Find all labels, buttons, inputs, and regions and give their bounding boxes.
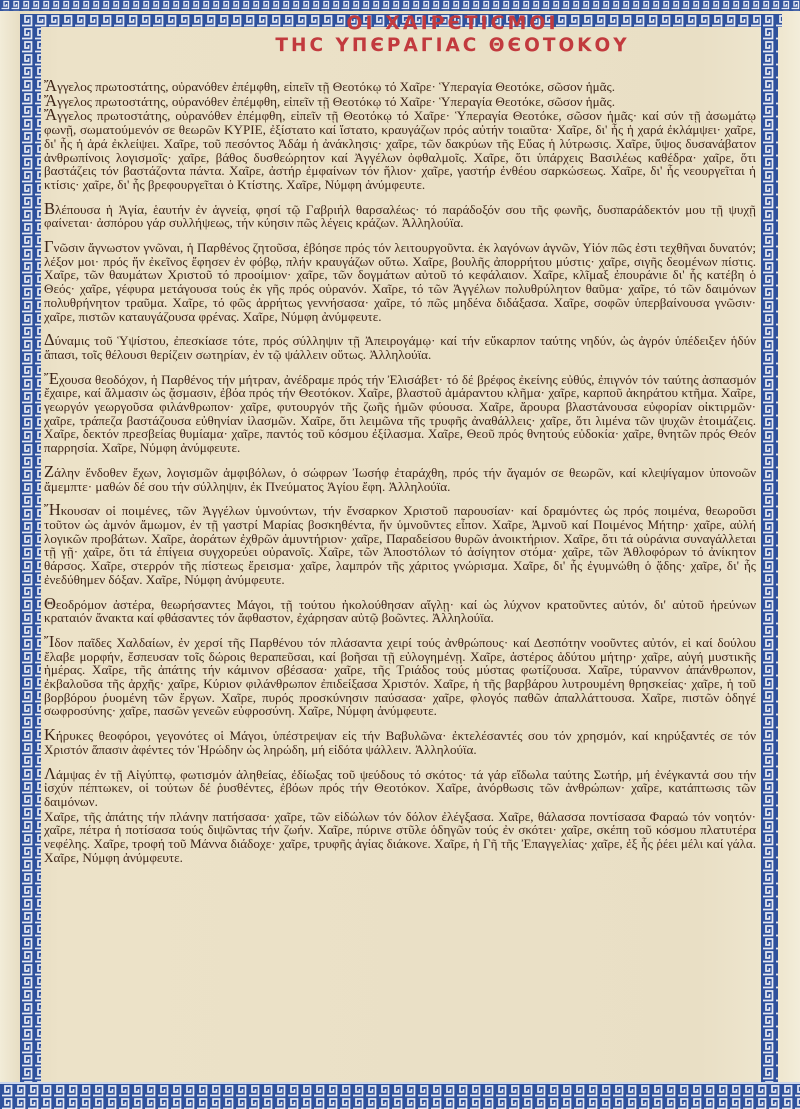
- paragraph-initial: Δ: [44, 330, 55, 350]
- paragraph-initial: Ἄ: [44, 76, 58, 95]
- border-bottom-strip: [0, 1082, 800, 1109]
- paragraph-initial: Θ: [44, 593, 56, 613]
- paragraph-text: γγελος πρωτοστάτης, οὐρανόθεν ἐπέμφθη, εἰπεῖν τῇ Θεοτόκῳ τό Χαῖρε· Ὑπεραγία Θεοτόκε, σῶσον ἡμᾶς.: [57, 93, 615, 109]
- hymn-stanza-kappa: [44, 725, 756, 757]
- hymn-stanza-alpha: [44, 105, 756, 192]
- page-title-line-2: ΤΗC ΥΠЄΡΑΓΙΑC ΘЄΟΤΟΚΟΥ: [275, 35, 630, 56]
- hymn-stanza-zeta: [44, 461, 756, 494]
- paragraph-text: Χαῖρε, τῆς ἀπάτης τήν πλάνην πατήσασα· χαῖρε, τῶν εἰδώλων τόν δόλον ἐλέγξασα. Χαῖρε, θάλασσα ποντίσασα Φαραώ τόν νοητόν· χαῖρε, πέτρα ἡ ποτίσασα τούς διψῶντας τήν ζωήν. Χαῖρε, πύρινε στῦλε ὁδηγῶν τούς ἐν σκότει· χαῖρε, σκέπη τοῦ κόσμου πλατυτέρα νεφέλης. Χαῖρε, τροφή τοῦ Μάννα διάδοχε· χαῖρε, τρυφῆς ἁγίας διάκονε. Χαῖρε, ἡ Γῆ τῆς Ἐπαγγελίας· χαῖρε, ἐξ ἧς ῥέει μέλι καί γάλα. Χαῖρε, Νύμφη ἀνύμφευτε.: [44, 808, 756, 865]
- border-frame-left: [20, 14, 41, 1082]
- paragraph-initial: Ζ: [44, 461, 55, 481]
- paragraph-text: γγελος πρωτοστάτης, οὐρανόθεν ἐπέμφθη, εἰπεῖν τῇ Θεοτόκῳ τό Χαῖρε· Ὑπεραγία Θεοτόκε, σῶσον ἡμᾶς.: [57, 79, 615, 94]
- paragraph-text: κουσαν οἱ ποιμένες, τῶν Ἀγγέλων ὑμνούντων, τήν ἔνσαρκον Χριστοῦ παρουσίαν· καί δραμόντες ὡς πρός ποιμένα, θεωροῦσι τοῦτον ὡς ἀμνόν ἄμωμον, ἐν τῇ γαστρί Μαρίας βοσκηθέντα, ἥν ὑμνοῦντες εἶπον. Χαῖρε, Ἀμνοῦ καί Ποιμένος Μήτηρ· χαῖρε, αὐλή λογικῶν προβάτων. Χαῖρε, ἀοράτων ἐχθρῶν ἀμυντήριον· χαῖρε, Παραδείσου θυρῶν ἀνοικτήριον. Χαῖρε, ὅτι τά οὐράνια συναγάλλεται τῇ γῇ· χαῖρε, ὅτι τά ἐπίγεια συγχορεύει οὐρανοῖς. Χαῖρε, τῶν Ἀποστόλων τό ἀσίγητον στόμα· χαῖρε, τῶν Ἀθλοφόρων τό ἀνίκητον θάρσος. Χαῖρε, στερρόν τῆς πίστεως ἔρεισμα· χαῖρε, λαμπρόν τῆς χάριτος γνώρισμα. Χαῖρε, δι' ἧς ἐγυμνώθη ὁ ᾅδης· χαῖρε, δι' ἧς ἐνεδύθημεν δόξαν. Χαῖρε, Νύμφη ἀνύμφευτε.: [44, 503, 756, 587]
- paragraph-initial: Λ: [44, 763, 56, 783]
- border-top-outer-strip: [0, 0, 800, 11]
- hymn-refrain-1: [44, 76, 756, 95]
- paragraph-text: λέπουσα ἡ Ἁγία, ἑαυτήν ἐν ἁγνείᾳ, φησί τῷ Γαβριήλ θαρσαλέως· τό παράδοξόν σου τῆς φωνῆς, δυσπαράδεκτόν μου τῇ ψυχῇ φαίνεται· ἀσπόρου γάρ συλλήψεως, τήν κύησιν πῶς λέγεις κράζων. Ἀλληλούϊα.: [44, 201, 756, 231]
- hymn-stanza-epsilon: [44, 368, 756, 456]
- hymn-text-block: [44, 12, 756, 865]
- paragraph-initial: Ἤ: [44, 500, 61, 520]
- hymn-stanza-iota: [44, 631, 756, 719]
- hymn-stanza-gamma: [44, 237, 756, 324]
- paragraph-text: ήρυκες θεοφόροι, γεγονότες οἱ Μάγοι, ὑπέστρεψαν εἰς τήν Βαβυλῶνα· ἐκτελέσαντές σου τόν χρησμόν, καί κηρύξαντές σε τόν Χριστόν ἅπασιν ἀφέντες τόν Ἡρώδην ὡς ληρώδη, μή εἰδότα ψάλλειν. Ἀλληλούϊα.: [44, 728, 756, 757]
- paragraph-initial: Ἄ: [44, 90, 58, 110]
- hymn-stanza-delta: [44, 330, 756, 362]
- paragraph-text: δον παῖδες Χαλδαίων, ἐν χερσί τῆς Παρθένου τόν πλάσαντα χειρί τούς ἀνθρώπους· καί Δεσπότην νοοῦντες αὐτόν, εἰ καί δούλου ἔλαβε μορφήν, ἔσπευσαν τοῖς δώροις θεραπεῦσαι, καί βοῆσαι τῇ εὐλογημένῃ. Χαῖρε, ἀστέρος ἀδύτου μήτηρ· χαῖρε, αὐγή μυστικῆς ἡμέρας. Χαῖρε, τῆς ἀπάτης τήν κάμινον σβέσασα· χαῖρε, τῆς Τριάδος τούς μύστας φωτίζουσα. Χαῖρε, τύραννον ἀπάνθρωπον, ἐκβαλοῦσα τῆς ἀρχῆς· χαῖρε, Κύριον φιλάνθρωπον ἐπιδείξασα Χριστόν. Χαῖρε, ἡ τῆς βαρβάρου λυτρουμένη θρησκείας· χαῖρε, ἡ τοῦ βορβόρου ῥυομένη τῶν ἔργων. Χαῖρε, πυρός προσκύνησιν παύσασα· χαῖρε, φλογός παθῶν ἀπαλλάττουσα. Χαῖρε, πιστῶν ὁδηγέ σωφροσύνης· χαῖρε, πασῶν γενεῶν εὐφροσύνη. Χαῖρε, Νύμφη ἀνύμφευτε.: [44, 634, 756, 719]
- hymn-stanza-lambda-continued: [44, 809, 756, 865]
- page-title-line-1: ΟΙ ΧΑΙΡЄΤΙCΜΟΙ: [346, 12, 559, 34]
- hymn-stanza-theta: [44, 593, 756, 626]
- hymn-stanza-lambda: [44, 763, 756, 809]
- page-title: [44, 12, 756, 56]
- paragraph-initial: Β: [44, 198, 56, 218]
- paragraph-initial: Γ: [44, 237, 54, 257]
- paragraph-initial: Ἄ: [44, 105, 58, 125]
- border-frame-right: [761, 14, 778, 1082]
- paragraph-text: γγελος πρωτοστάτης, οὐρανόθεν ἐπέμφθη, εἰπεῖν τῇ Θεοτόκῳ τό Χαῖρε· Ὑπεραγία Θεοτόκε, σῶσον ἡμᾶς· καί σύν τῇ ἀσωμάτῳ φωνῇ, σωματούμενόν σε θεωρῶν ΚΥΡΙΕ, ἐξίστατο καί ἵστατο, κραυγάζων πρός αὐτήν τοιαῦτα· Χαῖρε, δι' ἧς ἡ χαρά ἐκλάμψει· χαῖρε, δι' ἧς ἡ ἀρά ἐκλείψει. Χαῖρε, τοῦ πεσόντος Ἀδάμ ἡ ἀνάκλησις· χαῖρε, τῶν δακρύων τῆς Εὔας ἡ λύτρωσις. Χαῖρε, ὕψος δυσανάβατον ἀνθρωπίνοις λογισμοῖς· χαῖρε, βάθος δυσθεώρητον καί Ἀγγέλων ὀφθαλμοῖς. Χαῖρε, ὅτι ὑπάρχεις Βασιλέως καθέδρα· χαῖρε, ὅτι βαστάζεις τόν βαστάζοντα πάντα. Χαῖρε, ἀστήρ ἐμφαίνων τόν ἥλιον· χαῖρε, γαστήρ ἐνθέου σαρκώσεως. Χαῖρε, δι' ἧς νεουργεῖται ἡ κτίσις· χαῖρε, δι' ἧς βρεφουργεῖται ὁ Κτίστης. Χαῖρε, Νύμφη ἀνύμφευτε.: [44, 108, 756, 192]
- paragraph-text: άλην ἔνδοθεν ἔχων, λογισμῶν ἀμφιβόλων, ὁ σώφρων Ἰωσήφ ἐταράχθη, πρός τήν ἄγαμόν σε θεωρῶν, καί κλεψίγαμον ὑπονοῶν ἄμεμπτε· μαθών δέ σου τήν σύλληψιν, ἐκ Πνεύματος Ἁγίου ἔφη. Ἀλληλούϊα.: [44, 464, 756, 494]
- hymn-stanza-eta: [44, 500, 756, 587]
- paragraph-initial: Ἴ: [44, 631, 55, 651]
- paragraph-text: εοδρόμον ἀστέρα, θεωρήσαντες Μάγοι, τῇ τούτου ἠκολούθησαν αἴγλῃ· καί ὡς λύχνον κρατοῦντες αὐτόν, δι' αὐτοῦ ἠρεύνων κραταιόν ἄνακτα καί φθάσαντες τόν ἄφθαστον, ἐχάρησαν αὐτῷ βοῶντες. Ἀλληλούϊα.: [44, 596, 756, 626]
- paragraph-initial: Ἔ: [44, 368, 59, 388]
- paragraph-text: χουσα θεοδόχον, ἡ Παρθένος τήν μήτραν, ἀνέδραμε πρός τήν Ἐλισάβετ· τό δέ βρέφος ἐκείνης εὐθύς, ἐπιγνόν τόν ταύτης ἀσπασμόν ἔχαιρε, καί ἅλμασιν ὡς ᾄσμασιν, ἐβόα πρός τήν Θεοτόκον. Χαῖρε, βλαστοῦ ἀμάραντου κλῆμα· χαῖρε, καρποῦ ἀκηράτου κτῆμα. Χαῖρε, γεωργόν γεωργοῦσα φιλάνθρωπον· χαῖρε, φυτουργόν τῆς ζωῆς ἡμῶν φύουσα. Χαῖρε, ἄρουρα βλαστάνουσα εὐφορίαν οἰκτιρμῶν· χαῖρε, τράπεζα βαστάζουσα εὐθηνίαν ἱλασμῶν. Χαῖρε, ὅτι λειμῶνα τῆς τρυφῆς ἀναθάλλεις· χαῖρε, ὅτι λιμένα τῶν ψυχῶν ἑτοιμάζεις. Χαῖρε, δεκτόν πρεσβείας θυμίαμα· χαῖρε, παντός τοῦ κόσμου ἐξίλασμα. Χαῖρε, Θεοῦ πρός θνητούς εὐδοκία· χαῖρε, θνητῶν πρός Θεόν παρρησία. Χαῖρε, Νύμφη ἀνύμφευτε.: [44, 371, 756, 456]
- paragraph-text: άμψας ἐν τῇ Αἰγύπτῳ, φωτισμόν ἀληθείας, ἐδίωξας τοῦ ψεύδους τό σκότος· τά γάρ εἴδωλα ταύτης Σωτήρ, μή ἐνέγκαντά σου τήν ἰσχύν πέπτωκεν, οἱ τούτων δέ ῥυσθέντες, ἐβόων πρός τήν Θεοτόκον. Χαῖρε, ἀνόρθωσις τῶν ἀνθρώπων· χαῖρε, κατάπτωσις τῶν δαιμόνων.: [44, 766, 756, 809]
- paragraph-text: ύναμις τοῦ Ὑψίστου, ἐπεσκίασε τότε, πρός σύλληψιν τῇ Ἀπειρογάμῳ· καί τήν εὔκαρπον ταύτης νηδύν, ὡς ἀγρόν ὑπέδειξεν ἡδύν ἅπασι, τοῖς θέλουσι θερίζειν σωτηρίαν, ἐν τῷ ψάλλειν οὕτως. Ἀλληλούϊα.: [44, 333, 756, 362]
- hymn-refrain-2: [44, 90, 756, 110]
- paragraph-text: νῶσιν ἄγνωστον γνῶναι, ἡ Παρθένος ζητοῦσα, ἐβόησε πρός τόν λειτουργοῦντα. ἐκ λαγόνων ἁγνῶν, Υἱόν πῶς ἐστι τεχθῆναι δυνατόν; λέξον μοι· πρός ἥν ἐκεῖνος ἔφησεν ἐν φόβῳ, πλήν κραυγάζων οὕτω. Χαῖρε, βουλῆς ἀπορρήτου μύστις· χαῖρε, σιγῆς δεομένων πίστις. Χαῖρε, τῶν θαυμάτων Χριστοῦ τό προοίμιον· χαῖρε, τῶν δογμάτων αὐτοῦ τό κεφάλαιον. Χαῖρε, κλῖμαξ ἐπουράνιε δι' ἧς κατέβη ὁ Θεός· χαῖρε, γέφυρα μετάγουσα τούς ἐκ γῆς πρός οὐρανόν. Χαῖρε, τό τῶν Ἀγγέλων πολυθρύλητον θαῦμα· χαῖρε, τό τῶν δαιμόνων πολυθρήνητον τραῦμα. Χαῖρε, τό φῶς ἀρρήτως γεννήσασα· χαῖρε, τό πῶς μηδένα διδάξασα. Χαῖρε, σοφῶν ὑπερβαίνουσα γνῶσιν· χαῖρε, πιστῶν καταυγάζουσα φρένας. Χαῖρε, Νύμφη ἀνύμφευτε.: [44, 240, 756, 324]
- paragraph-initial: Κ: [44, 725, 56, 745]
- hymn-stanza-beta: [44, 198, 756, 231]
